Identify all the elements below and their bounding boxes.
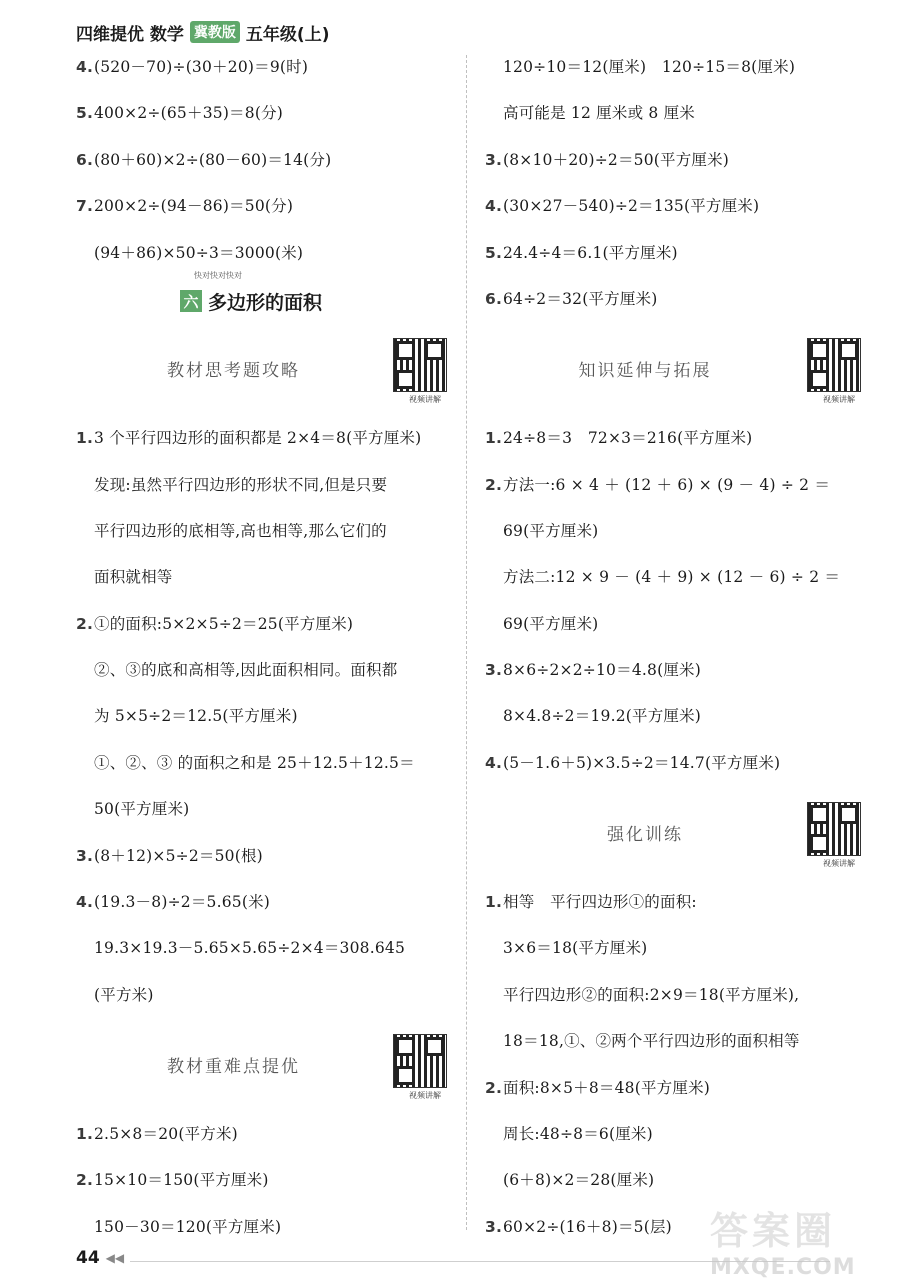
answer-text: 200×2÷(94－86)＝50(分) xyxy=(94,197,294,216)
answer-line xyxy=(76,470,451,516)
answer-text: 相等 平行四边形①的面积: xyxy=(503,893,697,912)
answer-text: 高可能是 12 厘米或 8 厘米 xyxy=(503,104,695,123)
question-number: 4. xyxy=(76,58,94,76)
answer-line xyxy=(76,52,451,98)
answer-text: 24÷8＝3 72×3＝216(平方厘米) xyxy=(503,429,753,448)
watermark-logo xyxy=(710,1200,890,1280)
answer-line xyxy=(76,562,451,608)
answer-line xyxy=(485,423,865,469)
question-number: 1. xyxy=(76,429,94,448)
answer-line xyxy=(485,980,865,1026)
answer-line xyxy=(485,933,865,979)
question-number: 2. xyxy=(76,614,94,633)
answer-text: 150－30＝120(平方厘米) xyxy=(94,1217,282,1236)
page-footer xyxy=(76,1248,124,1268)
answer-text: ①的面积:5×2×5÷2＝25(平方厘米) xyxy=(94,614,354,633)
section-title: 知识延伸与拓展 xyxy=(578,361,712,382)
question-number: 5. xyxy=(76,104,94,123)
answer-line xyxy=(76,98,451,144)
answer-text: ②、③的底和高相等,因此面积相同。面积都 xyxy=(94,661,398,680)
question-number: 1. xyxy=(485,893,503,912)
watermark-top-text: 答案圈 xyxy=(710,1209,837,1253)
answer-text: 3×6＝18(平方厘米) xyxy=(503,939,648,958)
question-number: 3. xyxy=(485,150,503,169)
answer-line xyxy=(485,887,865,933)
question-number: 6. xyxy=(485,289,503,308)
answer-line xyxy=(485,516,865,562)
edition-badge: 冀教版 xyxy=(190,21,240,43)
answer-text: 15×10＝150(平方厘米) xyxy=(94,1171,269,1190)
section-title: 教材思考题攻略 xyxy=(167,361,300,382)
question-number: 5. xyxy=(485,243,503,262)
answer-text: 64÷2＝32(平方厘米) xyxy=(503,289,658,308)
answer-text: 24.4÷4＝6.1(平方厘米) xyxy=(503,243,678,262)
qr-label: 视频讲解 xyxy=(409,395,441,405)
answer-text: 面积:8×5＋8＝48(平方厘米) xyxy=(503,1078,711,1097)
answer-text: 为 5×5÷2＝12.5(平方厘米) xyxy=(94,707,298,726)
question-number: 6. xyxy=(76,150,94,169)
answer-text: (30×27－540)÷2＝135(平方厘米) xyxy=(503,197,760,216)
answer-line xyxy=(485,701,865,747)
answer-text: 平行四边形②的面积:2×9＝18(平方厘米), xyxy=(503,985,800,1004)
answer-text: (6＋8)×2＝28(厘米) xyxy=(503,1171,655,1190)
answer-line xyxy=(76,748,451,794)
page-number: 44 xyxy=(76,1248,100,1268)
qr-label: 视频讲解 xyxy=(823,859,855,869)
question-number: 3. xyxy=(76,846,94,865)
answer-text: (94＋86)×50÷3＝3000(米) xyxy=(94,243,304,262)
answer-line xyxy=(485,284,865,330)
watermark-bottom-text: MXQE.COM xyxy=(710,1255,856,1280)
answer-line xyxy=(76,238,451,284)
page-header xyxy=(76,18,329,46)
answer-text: (5－1.6＋5)×3.5÷2＝14.7(平方厘米) xyxy=(503,753,781,772)
qr-code-icon[interactable] xyxy=(807,802,861,856)
answer-line xyxy=(485,1119,865,1165)
answer-line xyxy=(485,609,865,655)
question-number: 3. xyxy=(485,1217,503,1236)
left-section2-answers xyxy=(76,1119,451,1258)
qr-label: 视频讲解 xyxy=(823,395,855,405)
answer-line xyxy=(485,52,865,98)
question-number: 3. xyxy=(485,661,503,680)
answer-line xyxy=(485,1073,865,1119)
answer-text: 8×6÷2×2÷10＝4.8(厘米) xyxy=(503,661,701,680)
answer-line xyxy=(485,1026,865,1072)
answer-text: 面积就相等 xyxy=(94,568,173,587)
section-heading-extension xyxy=(485,330,865,423)
section-title: 强化训练 xyxy=(607,825,683,846)
answer-line xyxy=(76,1165,451,1211)
column-divider xyxy=(466,55,467,1230)
answer-text: 周长:48÷8＝6(厘米) xyxy=(503,1125,653,1144)
answer-text: 方法一:6 × 4 ＋ (12 ＋ 6) × (9 － 4) ÷ 2 ＝ xyxy=(503,475,831,494)
left-section1-answers xyxy=(76,423,451,1026)
left-top-answers xyxy=(76,52,451,284)
question-number: 2. xyxy=(485,475,503,494)
answer-line xyxy=(485,562,865,608)
right-column xyxy=(485,52,865,1258)
answer-line xyxy=(76,933,451,979)
answer-text: 3 个平行四边形的面积都是 2×4＝8(平方厘米) xyxy=(94,429,422,448)
chapter-tag xyxy=(180,288,322,315)
section-heading-reinforcement xyxy=(485,794,865,887)
answer-line xyxy=(76,1119,451,1165)
answer-text: 120÷10＝12(厘米) 120÷15＝8(厘米) xyxy=(503,58,796,76)
right-section1-answers xyxy=(485,423,865,794)
qr-code-icon[interactable] xyxy=(807,338,861,392)
answer-text: (8×10＋20)÷2＝50(平方厘米) xyxy=(503,150,730,169)
answer-text: (520－70)÷(30＋20)＝9(时) xyxy=(94,58,309,76)
question-number: 4. xyxy=(485,197,503,216)
answer-text: 60×2÷(16＋8)＝5(层) xyxy=(503,1217,672,1236)
answer-text: 50(平方厘米) xyxy=(94,800,190,819)
question-number: 1. xyxy=(76,1125,94,1144)
question-number: 1. xyxy=(485,429,503,448)
qr-label: 视频讲解 xyxy=(409,1091,441,1101)
answer-line xyxy=(485,748,865,794)
answer-text: 平行四边形的底相等,高也相等,那么它们的 xyxy=(94,521,387,540)
answer-text: (平方米) xyxy=(94,985,154,1004)
answer-line xyxy=(76,609,451,655)
answer-line xyxy=(76,1212,451,1258)
grade-label: 五年级(上) xyxy=(245,24,330,45)
answer-text: 发现:虽然平行四边形的形状不同,但是只要 xyxy=(94,475,388,494)
left-column xyxy=(76,52,451,1258)
answer-line xyxy=(76,516,451,562)
answer-text: 18＝18,①、②两个平行四边形的面积相等 xyxy=(503,1032,800,1051)
answer-text: (19.3－8)÷2＝5.65(米) xyxy=(94,893,271,912)
answer-line xyxy=(76,701,451,747)
answer-text: (8＋12)×5÷2＝50(根) xyxy=(94,846,263,865)
right-top-answers xyxy=(485,52,865,330)
answer-text: ①、②、③ 的面积之和是 25＋12.5＋12.5＝ xyxy=(94,753,415,772)
answer-line xyxy=(485,191,865,237)
answer-line xyxy=(76,423,451,469)
answer-line xyxy=(76,655,451,701)
answer-line xyxy=(76,145,451,191)
question-number: 4. xyxy=(76,893,94,912)
answer-line xyxy=(76,841,451,887)
answer-line xyxy=(76,191,451,237)
answer-text: (80＋60)×2÷(80－60)＝14(分) xyxy=(94,150,332,169)
answer-text: 19.3×19.3－5.65×5.65÷2×4＝308.645 xyxy=(94,939,406,958)
question-number: 7. xyxy=(76,197,94,216)
chapter-tiny-text: 快对快对快对 xyxy=(194,270,242,280)
answer-line xyxy=(485,145,865,191)
chapter-heading xyxy=(76,270,451,330)
answer-text: 8×4.8÷2＝19.2(平方厘米) xyxy=(503,707,702,726)
arrow-left-icon: ◀◀ xyxy=(105,1251,125,1265)
question-number: 4. xyxy=(485,753,503,772)
answer-line xyxy=(485,470,865,516)
question-number: 2. xyxy=(485,1078,503,1097)
answer-line xyxy=(485,655,865,701)
answer-text: 69(平方厘米) xyxy=(503,521,599,540)
answer-text: 方法二:12 × 9 － (4 ＋ 9) × (12 － 6) ÷ 2 ＝ xyxy=(503,568,841,587)
book-title: 四维提优 数学 xyxy=(76,24,184,45)
answer-line xyxy=(76,887,451,933)
answer-line xyxy=(76,794,451,840)
question-number: 2. xyxy=(76,1171,94,1190)
section-title: 教材重难点提优 xyxy=(167,1057,300,1078)
qr-code-icon[interactable] xyxy=(393,338,447,392)
answer-text: 69(平方厘米) xyxy=(503,614,599,633)
answer-line xyxy=(485,98,865,144)
answer-text: 2.5×8＝20(平方米) xyxy=(94,1125,238,1144)
answer-line xyxy=(76,980,451,1026)
answer-line xyxy=(485,238,865,284)
qr-code-icon[interactable] xyxy=(393,1034,447,1088)
chapter-title: 多边形的面积 xyxy=(208,291,323,314)
section-heading-textbook-thinking xyxy=(76,330,451,423)
answer-text: 400×2÷(65＋35)＝8(分) xyxy=(94,104,284,123)
chapter-number: 六 xyxy=(180,290,202,312)
section-heading-key-points xyxy=(76,1026,451,1119)
